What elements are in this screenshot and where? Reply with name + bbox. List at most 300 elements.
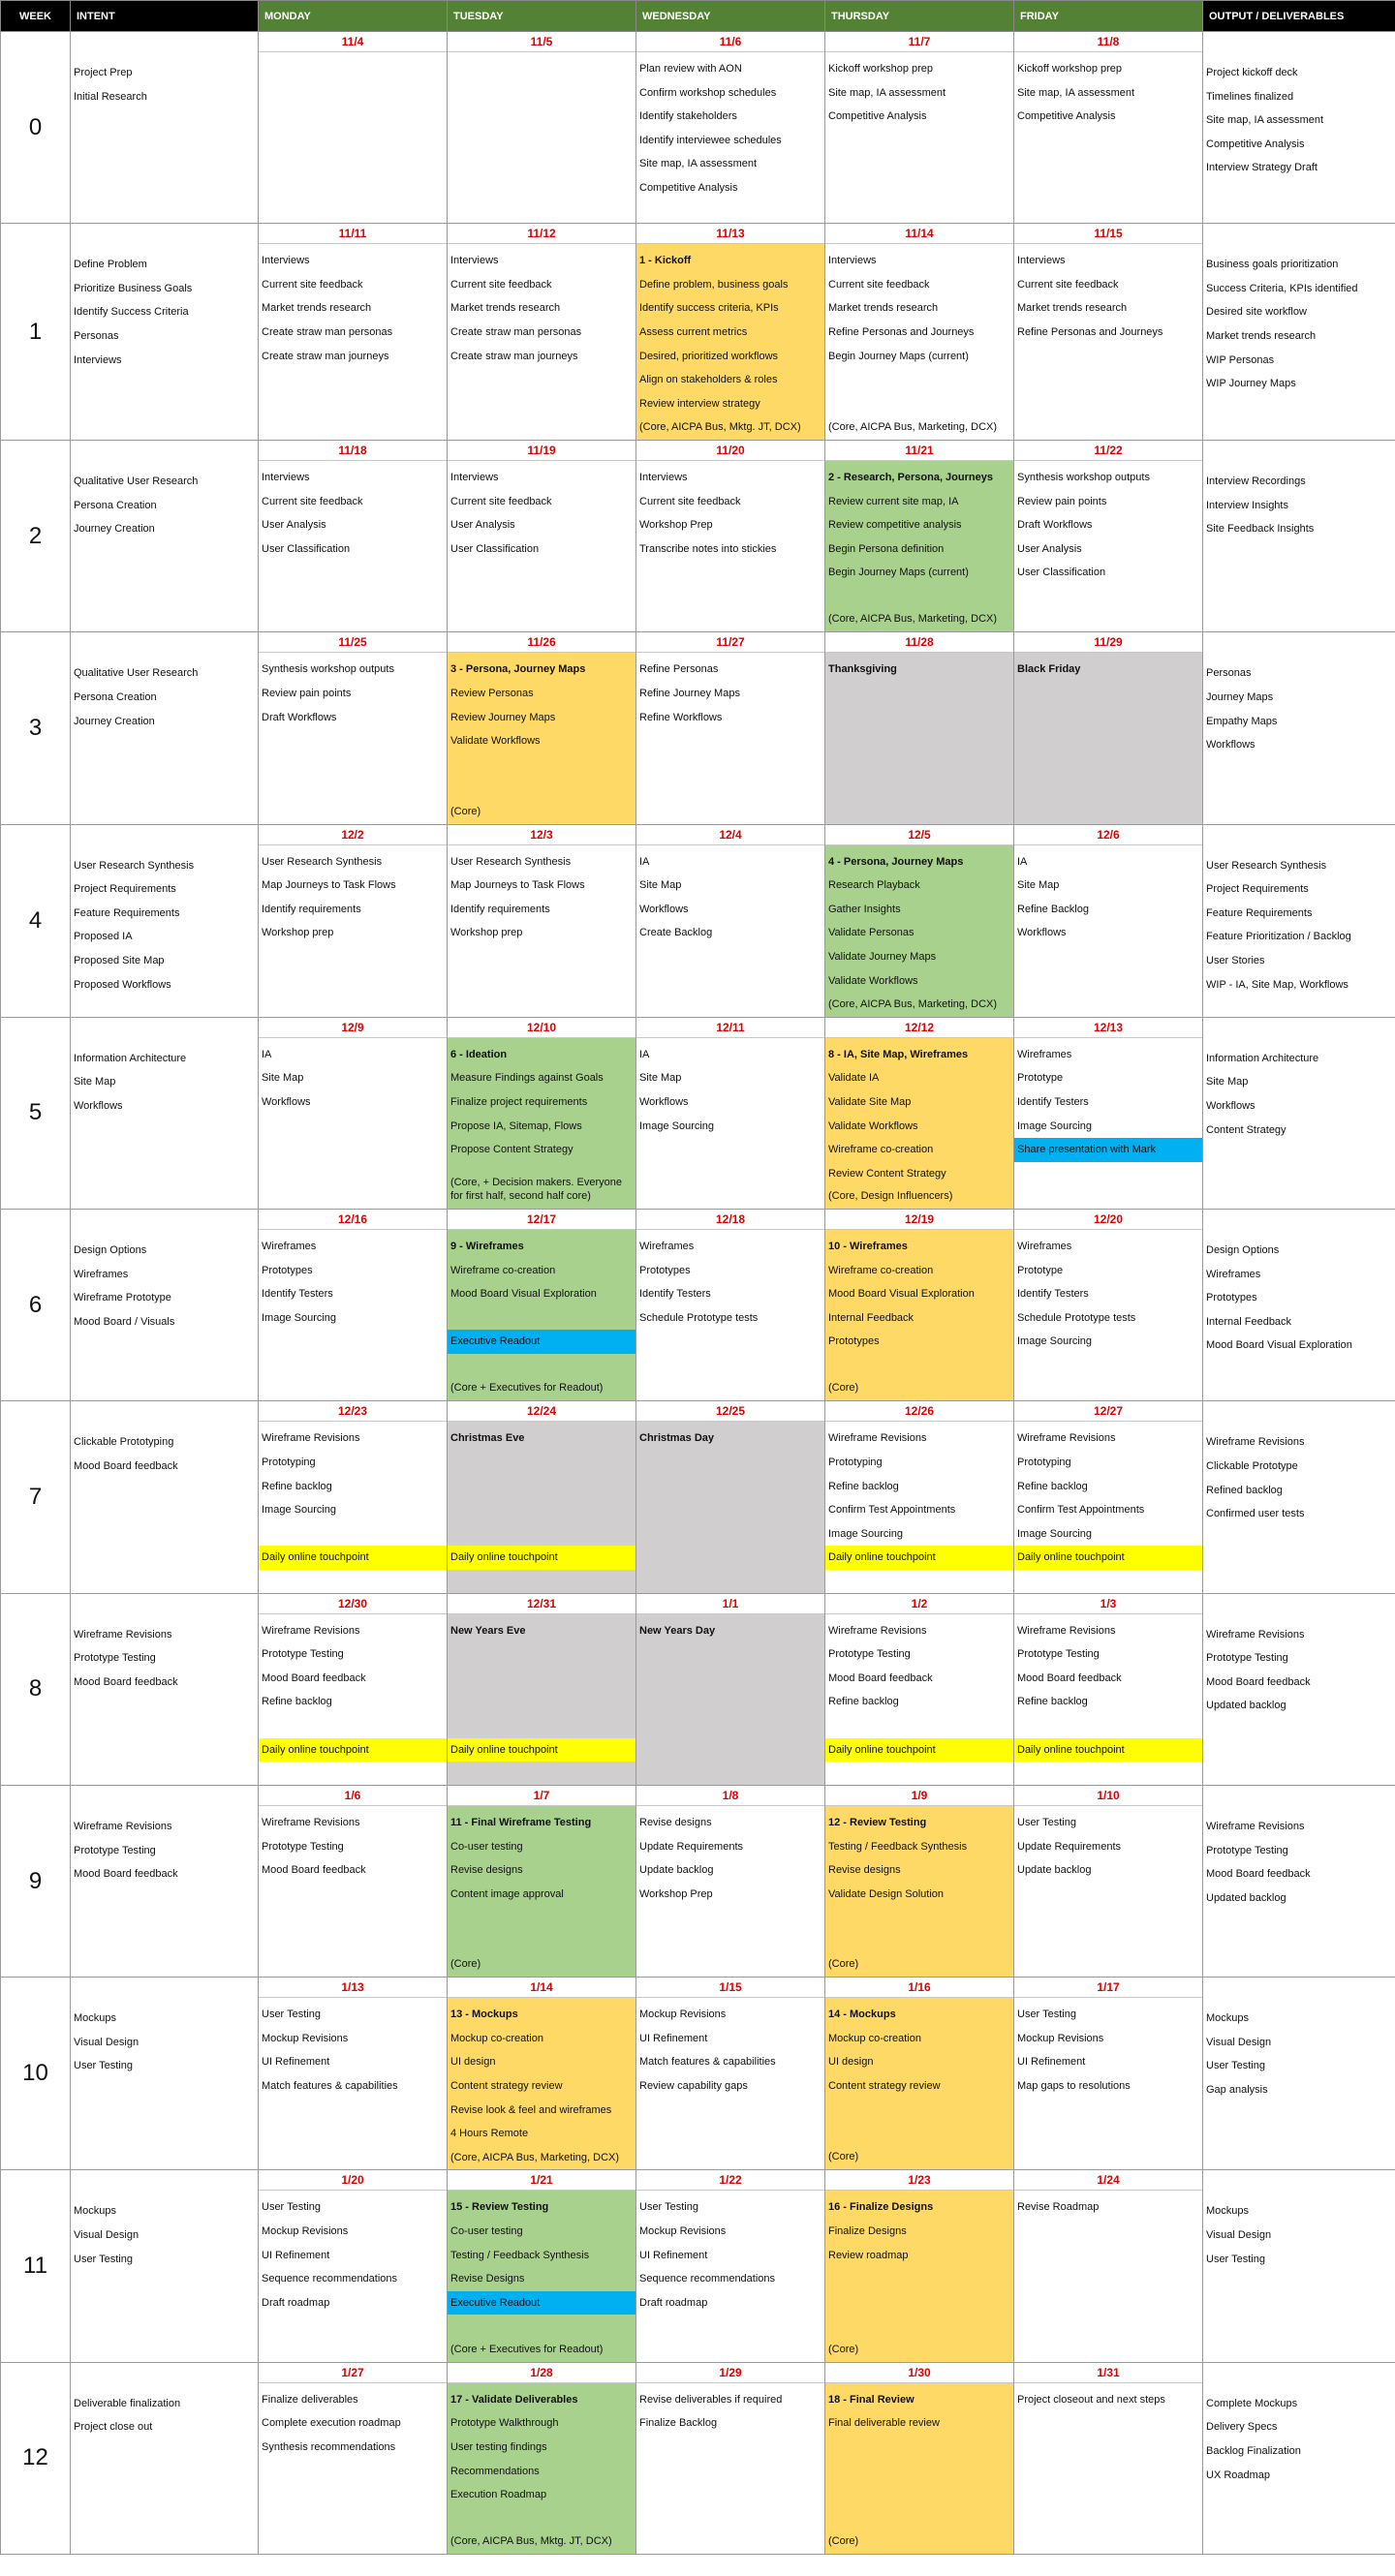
output-item: Content Strategy [1206,1123,1286,1136]
intent-cell [71,224,259,441]
date-label: 12/11 [636,1018,824,1038]
intent-item: Proposed IA [74,931,133,943]
output-cell [1203,441,1395,632]
week-row [1,1017,1395,1209]
intent-item: Mood Board / Visuals [74,1315,175,1328]
day-cell-friday [1014,824,1203,1017]
output-item: Internal Feedback [1206,1315,1292,1328]
output-cell [1203,32,1395,224]
week-number: 6 [1,1210,71,1401]
day-task: Current site feedback [450,278,552,291]
day-task: Site map, IA assessment [639,158,758,170]
day-task: Validate Site Map [828,1095,912,1108]
intent-item: Wireframe Revisions [74,1628,172,1641]
session-title: 14 - Mockups [828,2009,896,2021]
output-cell [1203,1210,1395,1401]
output-item: Desired site workflow [1206,306,1307,319]
intent-item: Mockups [74,2012,117,2025]
day-task: Interviews [450,255,499,267]
day-task: Finalize Designs [828,2225,907,2238]
attendees-note: (Core, Design Influencers) [828,1190,953,1203]
day-task: User Testing [1017,1816,1076,1828]
day-task: Review roadmap [828,2249,909,2261]
date-label: 12/25 [636,1401,824,1422]
day-task: (Core, AICPA Bus, Mktg. JT, DCX) [639,421,801,434]
day-task: Co-user testing [450,2225,523,2238]
header-output: OUTPUT / DELIVERABLES [1203,1,1395,32]
date-label: 1/22 [636,2170,824,2191]
day-task: Begin Journey Maps (current) [828,567,969,579]
day-task: Current site feedback [262,495,363,507]
date-label: 1/16 [825,1978,1013,1998]
intent-item: Personas [74,330,119,343]
day-task: Create straw man personas [262,326,393,339]
day-task: Mood Board feedback [1017,1671,1122,1684]
day-task [448,1667,636,1691]
day-cell-friday [1014,1401,1203,1593]
touchpoint-highlight: Daily online touchpoint [259,1738,447,1763]
header-intent: INTENT [71,1,259,32]
date-label: 11/25 [259,632,447,653]
day-items [825,1806,1013,1906]
date-label: 1/1 [636,1594,824,1614]
day-task: Synthesis recommendations [262,2440,396,2453]
day-task: Interviews [262,255,310,267]
date-label: 12/19 [825,1210,1013,1230]
day-task: IA [639,855,650,868]
day-task: UI Refinement [1017,2056,1086,2069]
day-items [259,2383,447,2460]
day-task: Identify Testers [262,1288,333,1301]
session-title: 10 - Wireframes [828,1241,908,1253]
intent-cell [71,824,259,1017]
week-number: 7 [1,1401,71,1593]
day-items [259,1422,447,1570]
output-cell [1203,1593,1395,1785]
intent-item: Prototype Testing [74,1844,156,1856]
output-item: Personas [1206,667,1252,680]
day-task: Schedule Prototype tests [1017,1311,1136,1324]
intent-item: Project close out [74,2421,153,2434]
day-cell-wednesday [636,2362,825,2554]
output-item: Mood Board feedback [1206,1675,1311,1688]
day-task: (Core, AICPA Bus, Marketing, DCX) [828,998,998,1011]
day-task: Prototyping [828,1456,883,1468]
output-item: User Stories [1206,955,1265,967]
intent-cell [71,632,259,824]
intent-cell [71,1017,259,1209]
attendees-note: (Core) [828,1958,859,1971]
date-label: 1/24 [1014,2170,1202,2191]
output-cell [1203,2362,1395,2554]
date-label: 12/6 [1014,825,1202,845]
day-cell-thursday [825,1401,1014,1593]
day-task: Refine Personas and Journeys [1017,326,1163,339]
output-item: WIP Journey Maps [1206,378,1296,390]
day-task: Workflows [639,1095,689,1108]
date-label: 1/20 [259,2170,447,2191]
day-cell-tuesday [448,1785,636,1977]
attendees-note: (Core + Executives for Readout) [450,2343,604,2355]
week-number: 4 [1,824,71,1017]
day-items [448,244,636,368]
week-number: 11 [1,2170,71,2362]
day-task: Review capability gaps [639,2080,748,2093]
output-item: Confirmed user tests [1206,1508,1305,1520]
day-cell-tuesday [448,32,636,224]
day-cell-wednesday [636,1017,825,1209]
date-label: 11/6 [636,32,824,52]
intent-item: Prototype Testing [74,1652,156,1665]
week-row [1,1593,1395,1785]
day-cell-thursday [825,632,1014,824]
day-task: UI Refinement [639,2032,708,2044]
day-task: Review Journey Maps [450,711,556,723]
output-item: Complete Mockups [1206,2397,1298,2409]
day-items [825,1614,1013,1763]
day-items [636,1230,824,1330]
date-label: 1/8 [636,1786,824,1806]
day-task: Interviews [450,472,499,484]
day-task: Interviews [639,472,688,484]
day-task: Refine Workflows [639,711,723,723]
day-task: UI Refinement [262,2249,330,2261]
output-item: Journey Maps [1206,690,1274,703]
day-task: Site Map [639,1072,682,1085]
date-label: 11/22 [1014,441,1202,461]
output-item: Feature Requirements [1206,906,1313,919]
date-label: 11/4 [259,32,447,52]
day-task: Project closeout and next steps [1017,2393,1165,2406]
day-task: Revise designs [639,1816,712,1828]
day-task: Prototype Testing [262,1648,344,1661]
day-task: Wireframe Revisions [828,1432,927,1445]
day-items [448,1998,636,2169]
intent-item: Qualitative User Research [74,475,199,488]
day-items [259,1998,447,2098]
date-label: 12/10 [448,1018,636,1038]
intent-item: Project Prep [74,67,133,78]
day-task: Wireframe Revisions [262,1624,360,1637]
day-cell-monday [259,824,448,1017]
date-label: 1/13 [259,1978,447,1998]
day-task: (Core, AICPA Bus, Marketing, DCX) [450,2151,620,2163]
intent-item: User Testing [74,2060,133,2072]
day-task: Internal Feedback [828,1311,914,1324]
day-cell-thursday [825,1017,1014,1209]
day-task: Site Map [262,1072,304,1085]
readout-highlight: Share presentation with Mark [1014,1138,1202,1162]
day-task: Identify Testers [1017,1288,1089,1301]
intent-cell [71,1978,259,2170]
date-label: 1/15 [636,1978,824,1998]
output-cell [1203,224,1395,441]
day-items [1014,2383,1202,2412]
day-items [825,244,1013,368]
intent-item: Design Options [74,1244,147,1257]
day-task: Validate Journey Maps [828,951,937,964]
intent-item: Mood Board feedback [74,1459,178,1472]
date-label: 11/19 [448,441,636,461]
day-cell-wednesday [636,32,825,224]
output-item: Wireframes [1206,1268,1261,1280]
day-items [825,52,1013,129]
session-title: Black Friday [1017,663,1081,676]
date-label: 1/30 [825,2363,1013,2383]
day-task [259,1522,447,1547]
output-item: Empathy Maps [1206,715,1278,727]
day-items [825,653,1013,682]
day-task: Gather Insights [828,903,901,915]
day-task: Align on stakeholders & roles [639,374,778,386]
session-title: 4 - Persona, Journey Maps [828,855,964,868]
date-label: 1/31 [1014,2363,1202,2383]
day-task: Interviews [262,472,310,484]
day-task: Prototyping [262,1456,316,1468]
day-items [1014,653,1202,682]
output-item: Information Architecture [1206,1052,1319,1064]
intent-item: Prioritize Business Goals [74,282,193,294]
day-task: Complete execution roadmap [262,2417,401,2430]
day-task: User Classification [262,542,351,555]
day-task [448,1522,636,1547]
day-task: Identify Testers [1017,1095,1089,1108]
day-task: Wireframe co-creation [828,1144,934,1156]
day-task: Competitive Analysis [639,181,738,194]
output-item: WIP Personas [1206,353,1275,366]
day-cell-thursday [825,2170,1014,2362]
intent-item: Site Map [74,1076,116,1089]
day-task: Competitive Analysis [828,110,927,123]
day-items [1014,1230,1202,1354]
day-cell-wednesday [636,2170,825,2362]
intent-item: Mood Board feedback [74,1868,178,1881]
output-item: Interview Strategy Draft [1206,162,1318,174]
day-items [1014,1038,1202,1162]
day-items [448,1038,636,1162]
day-task: Identify requirements [450,903,550,915]
day-cell-tuesday [448,2170,636,2362]
date-label: 1/2 [825,1594,1013,1614]
header-wednesday: WEDNESDAY [636,1,825,32]
day-items [259,653,447,729]
date-label: 11/26 [448,632,636,653]
day-task: Mood Board Visual Exploration [828,1288,975,1301]
output-cell [1203,1401,1395,1593]
week-row [1,1978,1395,2170]
day-task: UI Refinement [262,2056,330,2069]
day-task: Create straw man journeys [262,350,389,362]
date-label: 11/14 [825,224,1013,244]
date-label: 11/11 [259,224,447,244]
day-task: Review competitive analysis [828,519,962,532]
day-items [636,2191,824,2315]
date-label: 12/23 [259,1401,447,1422]
day-task: Create straw man personas [450,326,582,339]
day-cell-wednesday [636,441,825,632]
output-item: Workflows [1206,739,1256,751]
schedule-body [1,32,1395,2555]
day-task: Plan review with AON [639,63,742,75]
session-title: Christmas Eve [450,1432,525,1445]
day-cell-tuesday [448,441,636,632]
output-item: Prototypes [1206,1292,1257,1304]
day-cell-wednesday [636,1210,825,1401]
session-title: Thanksgiving [828,663,897,676]
day-items [259,1806,447,1883]
intent-item: Project Requirements [74,883,176,896]
week-number: 0 [1,32,71,224]
day-task: User Classification [450,542,540,555]
day-cell-thursday [825,2362,1014,2554]
day-cell-monday [259,1593,448,1785]
attendees-note: (Core, AICPA Bus, Marketing, DCX) [828,613,998,626]
intent-item: Proposed Site Map [74,955,165,967]
day-items [825,845,1013,1017]
intent-item: Visual Design [74,2036,140,2048]
day-task: Mood Board feedback [828,1671,933,1684]
date-label: 12/13 [1014,1018,1202,1038]
day-cell-tuesday [448,1593,636,1785]
intent-cell [71,441,259,632]
day-task: Mockup co-creation [828,2032,921,2044]
output-item: Mockups [1206,2012,1250,2025]
week-number: 1 [1,224,71,441]
day-task: Draft Workflows [1017,519,1093,532]
day-task: Interviews [1017,255,1066,267]
day-cell-tuesday [448,1978,636,2170]
day-task: Prototype Walkthrough [450,2417,559,2430]
day-task [825,1714,1013,1738]
day-task: User Classification [1017,567,1106,579]
output-item: Updated backlog [1206,1891,1286,1904]
day-task: Refine Journey Maps [639,687,740,699]
date-label: 11/27 [636,632,824,653]
output-item: Timelines finalized [1206,90,1294,103]
output-item: Visual Design [1206,2229,1272,2242]
date-label: 12/24 [448,1401,636,1422]
output-cell [1203,1978,1395,2170]
week-row [1,2362,1395,2554]
week-row [1,2170,1395,2362]
day-cell-tuesday [448,632,636,824]
touchpoint-highlight: Daily online touchpoint [259,1546,447,1570]
day-task: Market trends research [262,302,372,315]
intent-item: Mood Board feedback [74,1675,178,1688]
week-number: 2 [1,441,71,632]
day-task: User Testing [262,2009,321,2021]
output-item: User Research Synthesis [1206,859,1327,872]
day-task: Refine Personas and Journeys [828,326,975,339]
day-task: Desired, prioritized workflows [639,350,779,362]
day-task: Market trends research [1017,302,1128,315]
day-task: Wireframe Revisions [1017,1432,1116,1445]
output-item: Project Requirements [1206,883,1309,896]
day-task: Final deliverable review [828,2417,940,2430]
day-items [1014,461,1202,585]
day-task: Mood Board feedback [262,1864,366,1877]
output-item: Workflows [1206,1099,1256,1112]
intent-item: Initial Research [74,90,147,103]
day-task: Mockup Revisions [262,2032,349,2044]
day-task: Review pain points [1017,495,1107,507]
day-task [448,1306,636,1331]
day-task: Refine backlog [262,1480,332,1492]
day-task: Review Personas [450,687,534,699]
day-task: Validate IA [828,1072,880,1085]
day-task [448,1714,636,1738]
day-items [636,1998,824,2098]
day-items [636,653,824,729]
attendees-note: (Core, + Decision makers. Everyone for first half, second half core) [450,1177,622,1203]
day-task: Testing / Feedback Synthesis [828,1840,968,1853]
day-items [825,1422,1013,1570]
touchpoint-highlight: Daily online touchpoint [825,1738,1013,1763]
day-task: Wireframes [1017,1048,1072,1060]
day-task: Measure Findings against Goals [450,1072,604,1085]
day-task: User Testing [1017,2009,1076,2021]
day-cell-friday [1014,32,1203,224]
week-row [1,224,1395,441]
week-number: 9 [1,1785,71,1977]
date-label: 12/2 [259,825,447,845]
date-label: 1/7 [448,1786,636,1806]
day-task: Workshop prep [450,927,523,939]
day-task: Refine backlog [1017,1696,1088,1708]
day-task: Execution Roadmap [450,2489,547,2501]
output-item: Market trends research [1206,330,1317,343]
day-items [825,2191,1013,2267]
day-task: Confirm workshop schedules [639,86,777,99]
day-task [448,1451,636,1475]
day-cell-thursday [825,1210,1014,1401]
day-task: Create straw man journeys [450,350,578,362]
day-task: Testing / Feedback Synthesis [450,2249,590,2261]
day-task: Workflows [639,903,689,915]
day-task: Propose IA, Sitemap, Flows [450,1119,582,1132]
week-number: 10 [1,1978,71,2170]
day-task: Site map, IA assessment [828,86,946,99]
intent-item: Workflows [74,1099,123,1112]
intent-item: Visual Design [74,2229,140,2242]
day-task: Image Sourcing [1017,1335,1093,1348]
day-task: Mockup Revisions [1017,2032,1104,2044]
day-cell-monday [259,2362,448,2554]
attendees-note: (Core) [828,2343,859,2355]
output-item: Wireframe Revisions [1206,1628,1305,1641]
date-label: 1/27 [259,2363,447,2383]
day-cell-tuesday [448,224,636,441]
day-task [448,1498,636,1522]
header-row [1,1,1395,32]
day-task: Wireframes [1017,1241,1072,1253]
output-item: Mockups [1206,2205,1250,2218]
header-thursday: THURSDAY [825,1,1014,32]
day-items [825,1998,1013,2098]
output-item: Competitive Analysis [1206,138,1305,150]
day-task: UI Refinement [639,2249,708,2261]
attendees-note: (Core) [828,2535,859,2548]
day-task: Prototype [1017,1072,1064,1085]
day-task: Draft roadmap [639,2296,708,2309]
day-cell-friday [1014,632,1203,824]
day-cell-monday [259,441,448,632]
day-task: Wireframe Revisions [262,1816,360,1828]
day-task: Update backlog [1017,1864,1092,1877]
day-items [259,52,447,57]
day-task: User Analysis [450,519,515,532]
day-task: Market trends research [450,302,561,315]
